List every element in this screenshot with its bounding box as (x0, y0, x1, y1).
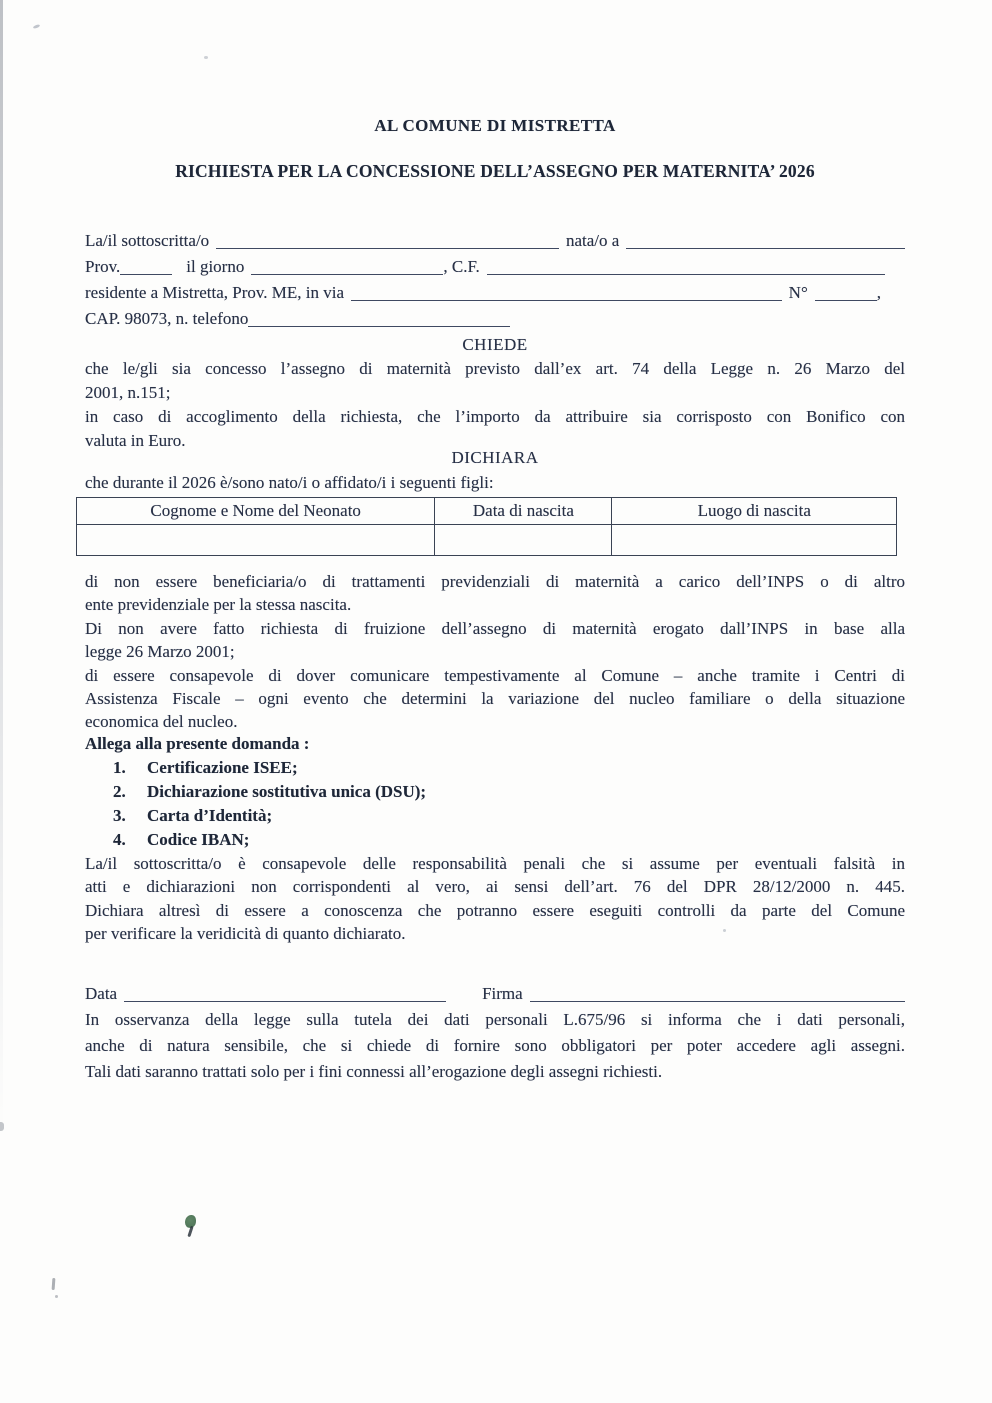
scan-edge-artifact (0, 0, 3, 1135)
scan-speck (0, 1122, 4, 1131)
scan-speck (52, 1278, 55, 1290)
text-line: Tali dati saranno trattati solo per i fini connessi all’erogazione degli assegni richiesti. (85, 1061, 663, 1081)
addressee-heading: AL COMUNE DI MISTRETTA (374, 116, 616, 135)
attachment-label: Certificazione ISEE; (147, 757, 298, 777)
signature-label: Firma (482, 983, 523, 1003)
text-line: che le/gli sia concesso l’assegno di maternità previsto dall’ex art. 74 della Legge n. 26 Marzo del (85, 359, 905, 378)
text-line: di non essere beneficiaria/o di trattamenti previdenziali di maternità a carico dell’INPS o di altro (85, 572, 905, 591)
attachment-number: 4. (113, 829, 126, 849)
declaration-paragraph (85, 617, 905, 664)
fill-in-blank (815, 288, 877, 301)
text-line: per verificare la veridicità di quanto dichiarato. (85, 924, 406, 944)
privacy-paragraph (85, 1007, 905, 1085)
document-content (85, 113, 905, 1085)
attachments-list (85, 756, 905, 852)
chiede-paragraph (85, 357, 905, 405)
attachment-number: 1. (113, 757, 126, 777)
text-line: 2001, n.151; (85, 383, 171, 402)
fill-in-blank (216, 236, 559, 249)
text-line: La/il sottoscritta/o è consapevole delle responsabilità penali che si assume per eventuali falsità in (85, 853, 905, 873)
form-line-birth (85, 254, 905, 280)
attachment-item (85, 828, 905, 852)
fill-in-blank (626, 236, 905, 249)
responsibility-paragraph (85, 852, 905, 946)
dichiara-heading: DICHIARA (451, 448, 539, 467)
form-label: Prov. (85, 257, 121, 276)
attachment-item (85, 804, 905, 828)
text-line: ente previdenziale per la stessa nascita. (85, 595, 352, 615)
text-line: In osservanza della legge sulla tutela dei dati personali L.675/96 si informa che i dati personali, (85, 1009, 905, 1029)
fill-in-blank (351, 288, 782, 301)
declaration-paragraph (85, 664, 905, 734)
form-line-applicant (85, 228, 905, 254)
form-line-phone (85, 306, 905, 332)
scan-speck (55, 1295, 58, 1298)
declarations-section (85, 570, 905, 734)
text-line: atti e dichiarazioni non corrispondenti al vero, ai sensi dell’art. 76 del DPR 28/12/2000 n. 445. (85, 877, 905, 897)
form-label: , C.F. (443, 257, 480, 276)
table-header-cell: Cognome e Nome del Neonato (77, 498, 435, 525)
chiede-heading: CHIEDE (462, 335, 528, 354)
form-label: N° (788, 283, 808, 302)
attachments-heading: Allega alla presente domanda : (85, 733, 310, 753)
text-line: in caso di accoglimento della richiesta, che l’importo da attribuire sia corrisposto con Bonifico con (85, 407, 905, 426)
applicant-section (85, 228, 905, 332)
form-label: CAP. 98073, n. telefono (85, 309, 249, 328)
attachment-label: Codice IBAN; (147, 829, 250, 849)
declaration-paragraph (85, 570, 905, 617)
scan-speck (204, 56, 208, 59)
form-label: La/il sottoscritta/o (85, 231, 210, 250)
attachment-label: Dichiarazione sostitutiva unica (DSU); (147, 781, 427, 801)
text-line: Dichiara altresì di essere a conoscenza che potranno essere eseguiti controlli da parte del Comune (85, 900, 905, 920)
attachment-item (85, 756, 905, 780)
text-line: valuta in Euro. (85, 431, 186, 450)
fill-in-blank (120, 262, 172, 275)
table-row (77, 525, 897, 556)
table-empty-cell (77, 525, 435, 556)
date-signature-line (85, 981, 905, 1007)
form-label: nata/o a (565, 231, 620, 250)
signature-blank (530, 989, 905, 1002)
attachment-number: 2. (113, 781, 126, 801)
newborn-table (76, 497, 897, 556)
form-line-address (85, 280, 905, 306)
scan-speck (33, 24, 41, 29)
form-label: , (876, 283, 881, 302)
table-header-row (77, 498, 897, 525)
table-empty-cell (435, 525, 612, 556)
attachment-number: 3. (113, 805, 126, 825)
attachment-item (85, 780, 905, 804)
date-label: Data (85, 983, 118, 1003)
text-line: di essere consapevole di dover comunicare tempestivamente al Comune – anche tramite i Centri di (85, 665, 905, 685)
fill-in-blank (487, 262, 885, 275)
text-line: Di non avere fatto richiesta di fruizione dell’assegno di maternità erogato dall’INPS in base alla (85, 618, 905, 638)
form-label: residente a Mistretta, Prov. ME, in via (85, 283, 345, 302)
text-line: Assistenza Fiscale – ogni evento che determini la variazione del nucleo familiare o della situazione (85, 689, 905, 709)
table-empty-cell (612, 525, 897, 556)
date-blank (124, 989, 446, 1002)
children-intro-line: che durante il 2026 è/sono nato/i o affidato/i i seguenti figli: (85, 473, 494, 492)
table-header-cell: Luogo di nascita (612, 498, 897, 525)
form-label: il giorno (186, 257, 245, 276)
fill-in-blank (251, 262, 443, 275)
text-line: economica del nucleo. (85, 712, 238, 732)
text-line: anche di natura sensibile, che si chiede di fornire sono obbligatori per poter accedere agli assegni. (85, 1035, 905, 1055)
document-title: RICHIESTA PER LA CONCESSIONE DELL’ASSEGNO PER MATERNITA’ 2026 (175, 161, 815, 181)
table-header-cell: Data di nascita (435, 498, 612, 525)
attachment-label: Carta d’Identità; (147, 805, 273, 825)
text-line: legge 26 Marzo 2001; (85, 642, 235, 662)
fill-in-blank (248, 314, 510, 327)
